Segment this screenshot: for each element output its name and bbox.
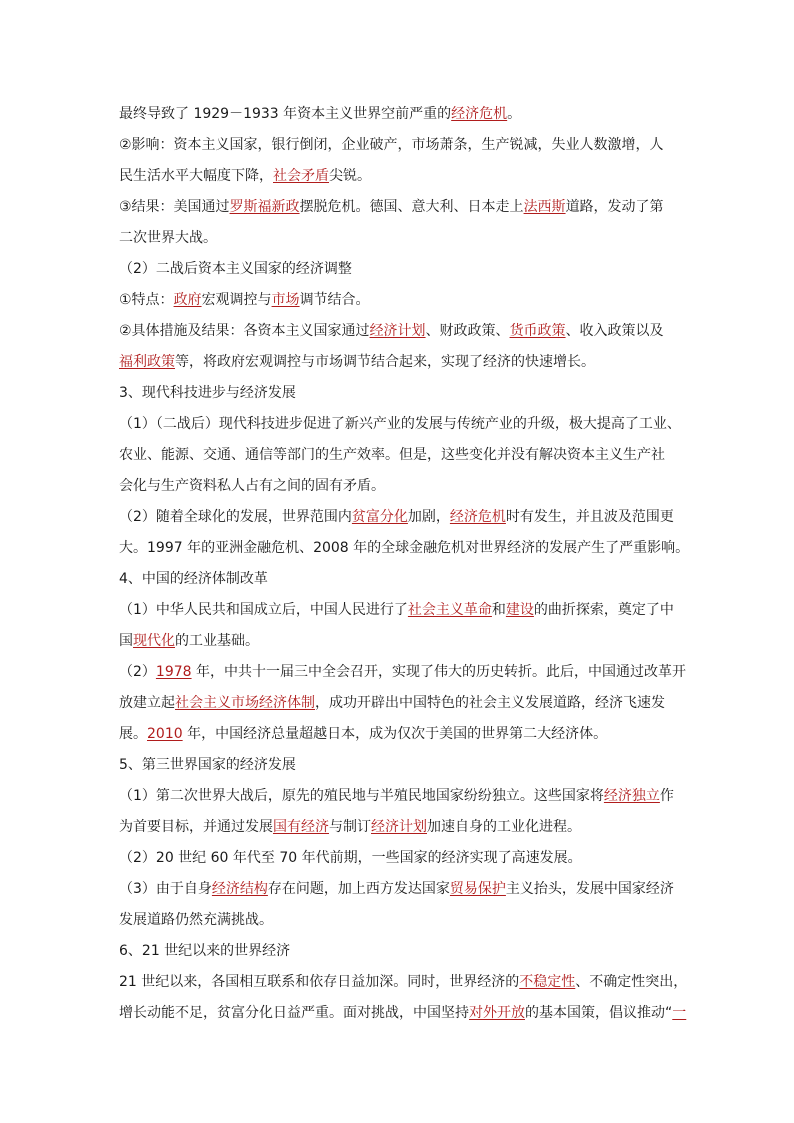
- text-run: 等，将政府宏观调控与市场调节结合起来，实现了经济的快速增长。: [175, 354, 595, 370]
- text-line: [119, 719, 677, 750]
- text-line: [119, 471, 677, 502]
- text-run: 二次世界大战。: [119, 230, 217, 246]
- text-run: 和: [491, 602, 506, 618]
- text-run: ②影响：资本主义国家，银行倒闭，企业破产，市场萧条，生产锐减，失业人数激增，人: [119, 137, 664, 153]
- text-line: [119, 409, 681, 440]
- text-run: 加剧，: [407, 509, 450, 525]
- text-run: 的基本国策，倡议推动“: [525, 1005, 673, 1021]
- keyword-highlight: 经济危机: [449, 509, 506, 525]
- text-line: [119, 99, 677, 130]
- text-run: 与制订: [329, 819, 371, 835]
- text-run: （3）由于自身: [119, 881, 212, 897]
- keyword-highlight: 贫富分化: [351, 509, 408, 525]
- text-run: 年，中国经济总量超越日本，成为仅次于美国的世界第二大经济体。: [182, 726, 608, 742]
- text-run: 摆脱危机。德国、意大利、日本走上: [299, 199, 524, 215]
- text-run: 21 世纪以来，各国相互联系和依存日益加深。同时，世界经济的: [119, 974, 520, 990]
- text-run: 的曲折探索，奠定了中: [533, 602, 674, 618]
- text-line: [119, 874, 677, 905]
- text-run: 5、第三世界国家的经济发展: [119, 757, 296, 773]
- text-run: ，成功开辟出中国特色的社会主义发展道路，经济飞速发: [315, 695, 665, 711]
- keyword-highlight: 社会主义市场经济体制: [175, 695, 315, 711]
- keyword-highlight: 不稳定性: [519, 974, 576, 990]
- text-line: [119, 347, 677, 378]
- document-body: [119, 99, 690, 1029]
- text-run: 的工业基础。: [175, 633, 259, 649]
- text-run: （2）二战后资本主义国家的经济调整: [119, 261, 352, 277]
- text-line: [119, 533, 690, 564]
- keyword-highlight: 建设: [505, 602, 534, 618]
- text-run: 发展道路仍然充满挑战。: [119, 912, 273, 928]
- keyword-highlight: 政府: [173, 292, 202, 308]
- text-run: 、财政政策、: [425, 323, 510, 339]
- text-line: [119, 130, 677, 161]
- text-run: ②具体措施及结果：各资本主义国家通过: [119, 323, 370, 339]
- keyword-highlight: 社会主义革命: [407, 602, 492, 618]
- text-line: [119, 936, 677, 967]
- text-run: 调节结合。: [299, 292, 370, 308]
- text-line: [119, 657, 687, 688]
- keyword-highlight: 对外开放: [469, 1005, 525, 1021]
- text-run: 存在问题，加上西方发达国家: [267, 881, 450, 897]
- text-run: 最终导致了 1929－1933 年资本主义世界空前严重的: [119, 106, 452, 122]
- text-run: 道路，发动了第: [565, 199, 664, 215]
- keyword-highlight: 货币政策: [509, 323, 566, 339]
- keyword-highlight: 2010: [147, 726, 183, 742]
- text-line: [119, 316, 677, 347]
- keyword-highlight: 一: [672, 1005, 687, 1021]
- keyword-highlight: 经济计划: [369, 323, 426, 339]
- keyword-highlight: 经济计划: [371, 819, 427, 835]
- text-run: 宏观调控与: [201, 292, 272, 308]
- text-line: [119, 192, 677, 223]
- text-run: 3、现代科技进步与经济发展: [119, 385, 296, 401]
- text-run: 。: [507, 106, 522, 122]
- text-run: 农业、能源、交通、通信等部门的生产效率。但是，这些变化并没有解决资本主义生产社: [119, 447, 665, 463]
- keyword-highlight: 社会矛盾: [273, 168, 329, 184]
- text-run: 作: [659, 788, 674, 804]
- text-run: 为首要目标，并通过发展: [119, 819, 273, 835]
- keyword-highlight: 福利政策: [119, 354, 175, 370]
- keyword-highlight: 法西斯: [523, 199, 566, 215]
- text-line: [119, 564, 677, 595]
- text-run: 国: [119, 633, 133, 649]
- keyword-highlight: 1978: [155, 664, 192, 680]
- text-run: （1）中华人民共和国成立后，中国人民进行了: [119, 602, 408, 618]
- text-run: 增长动能不足，贫富分化日益严重。面对挑战，中国坚持: [119, 1005, 469, 1021]
- text-line: [119, 285, 677, 316]
- keyword-highlight: 罗斯福新政: [229, 199, 300, 215]
- text-line: [119, 502, 677, 533]
- text-run: 加速自身的工业化进程。: [427, 819, 581, 835]
- text-line: [119, 688, 677, 719]
- text-line: [119, 843, 677, 874]
- text-line: [119, 750, 677, 781]
- text-run: 尖锐。: [329, 168, 371, 184]
- text-line: [119, 378, 677, 409]
- text-line: [119, 161, 677, 192]
- text-line: [119, 967, 688, 998]
- text-line: [119, 254, 677, 285]
- text-run: 4、中国的经济体制改革: [119, 571, 268, 587]
- text-run: （2）随着全球化的发展，世界范围内: [119, 509, 352, 525]
- keyword-highlight: 贸易保护: [449, 881, 506, 897]
- text-line: [119, 440, 677, 471]
- text-run: 6、21 世纪以来的世界经济: [119, 943, 291, 959]
- text-run: 放建立起: [119, 695, 175, 711]
- text-run: ①特点：: [119, 292, 174, 308]
- text-line: [119, 781, 677, 812]
- text-run: 年，中共十一届三中全会召开，实现了伟大的历史转折。此后，中国通过改革开: [191, 664, 687, 680]
- text-run: ③结果：美国通过: [119, 199, 230, 215]
- text-run: 会化与生产资料私人占有之间的固有矛盾。: [119, 478, 385, 494]
- text-run: （2）: [119, 664, 156, 680]
- text-line: [119, 223, 677, 254]
- keyword-highlight: 市场: [271, 292, 300, 308]
- keyword-highlight: 国有经济: [273, 819, 329, 835]
- text-run: 、收入政策以及: [565, 323, 664, 339]
- text-run: 大。1997 年的亚洲金融危机、2008 年的全球金融危机对世界经济的发展产生了严重影响。: [119, 540, 690, 556]
- keyword-highlight: 经济结构: [211, 881, 268, 897]
- text-run: 民生活水平大幅度下降，: [119, 168, 273, 184]
- text-run: （1）第二次世界大战后，原先的殖民地与半殖民地国家纷纷独立。这些国家将: [119, 788, 604, 804]
- text-line: [119, 905, 677, 936]
- text-run: 展。: [119, 726, 147, 742]
- text-line: [119, 812, 677, 843]
- text-run: （1）（二战后）现代科技进步促进了新兴产业的发展与传统产业的升级，极大提高了工业、: [119, 416, 681, 432]
- keyword-highlight: 现代化: [133, 633, 175, 649]
- keyword-highlight: 经济危机: [451, 106, 508, 122]
- text-line: [119, 595, 677, 626]
- text-run: （2）20 世纪 60 年代至 70 年代前期，一些国家的经济实现了高速发展。: [119, 850, 582, 866]
- text-line: [119, 626, 677, 657]
- keyword-highlight: 经济独立: [603, 788, 660, 804]
- text-run: 主义抬头，发展中国家经济: [505, 881, 674, 897]
- text-run: 、不确定性突出，: [575, 974, 688, 990]
- text-run: 时有发生，并且波及范围更: [505, 509, 674, 525]
- text-line: [119, 998, 687, 1029]
